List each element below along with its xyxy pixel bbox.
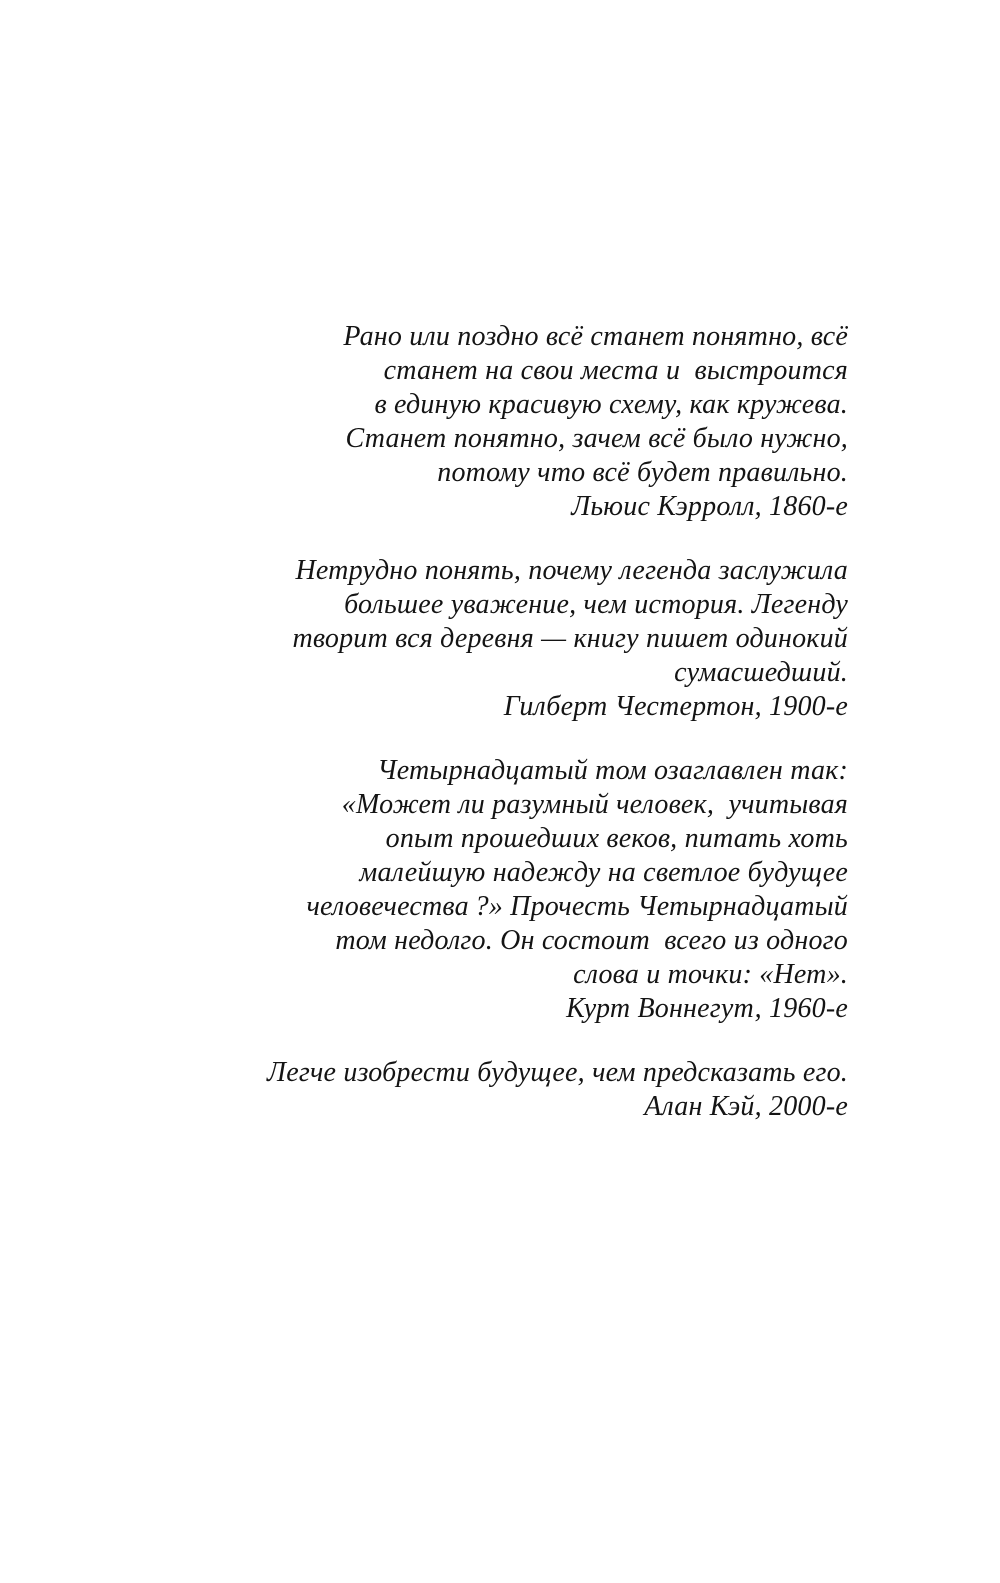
quote-line: сумасшедший. bbox=[674, 657, 848, 688]
epigraph-block-carroll bbox=[0, 320, 848, 524]
quote-line: потому что всё будет правильно. bbox=[437, 457, 848, 488]
quote-line: Нетрудно понять, почему легенда заслужила bbox=[295, 555, 848, 586]
quote-line: Станет понятно, зачем всё было нужно, bbox=[345, 423, 848, 454]
quote-line: малейшую надежду на светлое будущее bbox=[359, 857, 848, 888]
quote-attribution: Гилберт Честертон, 1900-е bbox=[503, 691, 848, 722]
quote-attribution: Курт Воннегут, 1960-е bbox=[566, 993, 848, 1024]
epigraph-block-kay bbox=[0, 1056, 848, 1124]
quote-line: станет на свои места и выстроится bbox=[383, 355, 848, 386]
quote-line: большее уважение, чем история. Легенду bbox=[344, 589, 848, 620]
quote-line: Легче изобрести будущее, чем предсказать его. bbox=[267, 1057, 848, 1088]
quote-line: том недолго. Он состоит всего из одного bbox=[335, 925, 848, 956]
quote-line: «Может ли разумный человек, учитывая bbox=[341, 789, 848, 820]
quote-attribution: Алан Кэй, 2000-е bbox=[644, 1091, 848, 1122]
quote-line: Рано или поздно всё станет понятно, всё bbox=[343, 321, 848, 352]
epigraph-block-chesterton bbox=[0, 554, 848, 724]
quote-line: творит вся деревня — книгу пишет одинокий bbox=[292, 623, 848, 654]
quote-line: человечества ?» Прочесть Четырнадцатый bbox=[306, 891, 848, 922]
quote-line: в единую красивую схему, как кружева. bbox=[374, 389, 848, 420]
quote-line: Четырнадцатый том озаглавлен так: bbox=[377, 755, 848, 786]
epigraph-block-vonnegut bbox=[0, 754, 848, 1026]
quote-line: слова и точки: «Нет». bbox=[573, 959, 848, 990]
quote-attribution: Льюис Кэрролл, 1860-е bbox=[571, 491, 848, 522]
quote-line: опыт прошедших веков, питать хоть bbox=[385, 823, 848, 854]
